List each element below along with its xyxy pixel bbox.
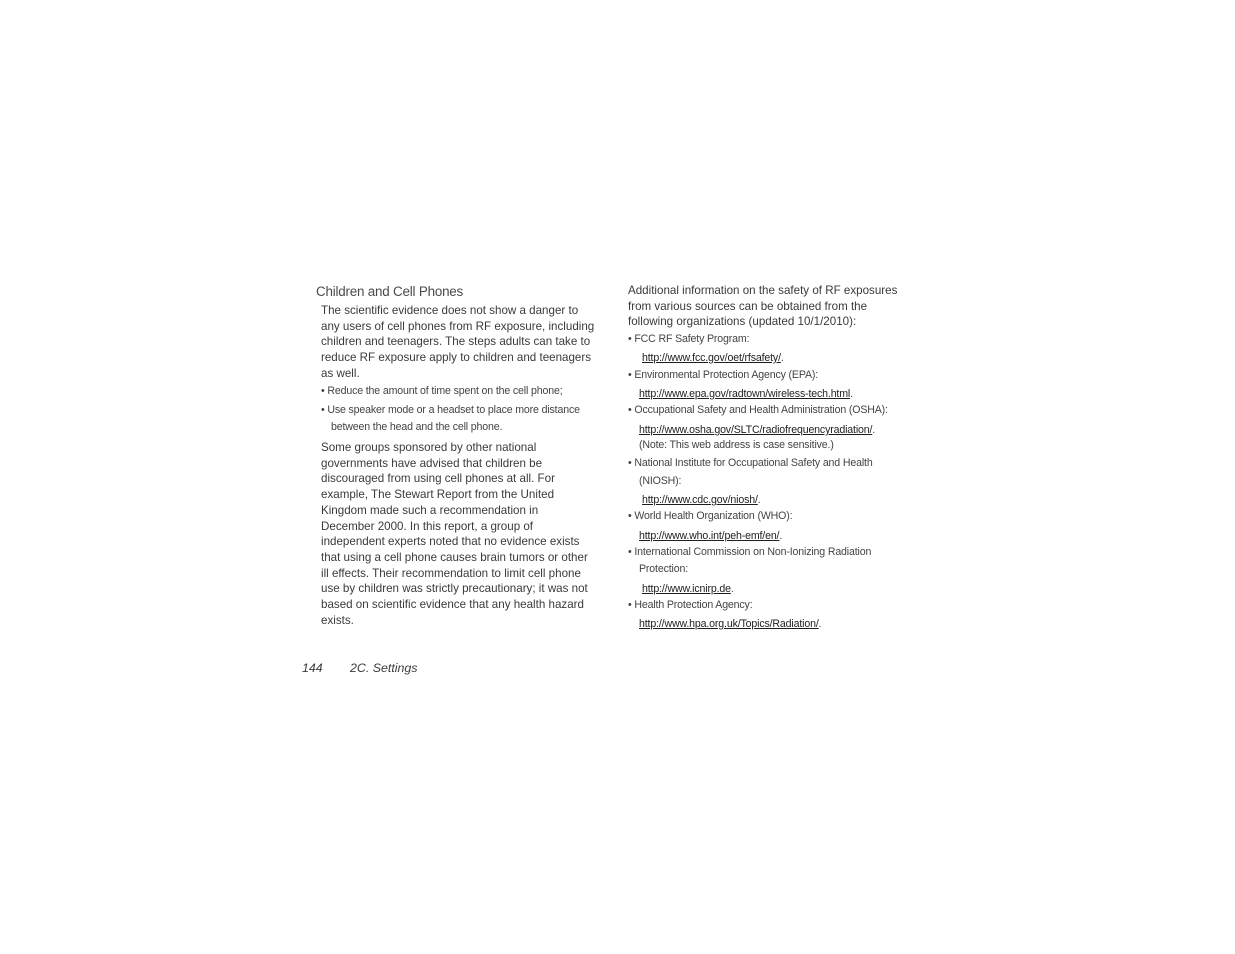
- epa-link[interactable]: http://www.epa.gov/radtown/wireless-tech.html: [639, 388, 851, 400]
- hpa-link[interactable]: http://www.hpa.org.uk/Topics/Radiation/: [639, 618, 819, 630]
- icnirp-link[interactable]: http://www.icnirp.de: [642, 583, 731, 595]
- osha-note: (Note: This web address is case sensitive.): [639, 439, 834, 451]
- who-link[interactable]: http://www.who.int/peh-emf/en/: [639, 530, 780, 542]
- text-line: use by children was strictly precautionary; it was not: [321, 582, 588, 596]
- link-period: .: [730, 583, 734, 595]
- resources-intro: [628, 283, 918, 330]
- org-niosh-label-cont: (NIOSH):: [639, 475, 682, 487]
- org-fcc-link-row: [642, 348, 784, 367]
- link-period: .: [850, 388, 854, 400]
- org-fcc-label: • FCC RF Safety Program:: [628, 333, 750, 345]
- bullet-item: • Reduce the amount of time spent on the cell phone;: [321, 385, 563, 397]
- niosh-link[interactable]: http://www.cdc.gov/niosh/: [642, 494, 758, 506]
- text-line: Some groups sponsored by other national: [321, 441, 537, 454]
- text-line: example, The Stewart Report from the United: [321, 488, 555, 502]
- body-paragraph: [321, 440, 606, 628]
- org-hpa-link-row: [639, 614, 822, 633]
- text-line: based on scientific evidence that any health hazard: [321, 598, 584, 612]
- org-who-link-row: [639, 526, 782, 545]
- text-line: from various sources can be obtained from the: [628, 299, 868, 313]
- text-line: ill effects. Their recommendation to limit cell phone: [321, 566, 581, 580]
- org-who-label: • World Health Organization (WHO):: [628, 510, 793, 522]
- text-line: Additional information on the safety of RF exposures: [628, 284, 898, 297]
- org-osha-label: • Occupational Safety and Health Administration (OSHA):: [628, 404, 888, 416]
- text-line: The scientific evidence does not show a danger to: [321, 304, 579, 317]
- text-line: any users of cell phones from RF exposure, including: [321, 319, 595, 333]
- org-epa-label: • Environmental Protection Agency (EPA):: [628, 369, 819, 381]
- link-period: .: [779, 530, 783, 542]
- bullet-item-continuation: between the head and the cell phone.: [331, 421, 503, 433]
- link-period: .: [780, 352, 784, 364]
- fcc-link[interactable]: http://www.fcc.gov/oet/rfsafety/: [642, 352, 781, 364]
- org-icnirp-label: • International Commission on Non-Ionizing Radiation: [628, 546, 872, 558]
- text-line: reduce RF exposure apply to children and teenagers: [321, 351, 592, 365]
- text-line: discouraged from using cell phones at all. For: [321, 472, 555, 486]
- org-icnirp-link-row: [642, 579, 734, 598]
- text-line: as well.: [321, 366, 360, 380]
- intro-paragraph: [321, 303, 606, 382]
- text-line: following organizations (updated 10/1/2010):: [628, 315, 857, 329]
- text-line: Kingdom made such a recommendation in: [321, 503, 539, 517]
- link-period: .: [757, 494, 761, 506]
- section-heading: Children and Cell Phones: [316, 284, 464, 299]
- text-line: independent experts noted that no evidence exists: [321, 535, 580, 549]
- text-line: children and teenagers. The steps adults can take to: [321, 335, 591, 349]
- section-title: 2C. Settings: [350, 661, 418, 675]
- link-period: .: [872, 424, 876, 436]
- text-line: exists.: [321, 613, 354, 627]
- org-hpa-label: • Health Protection Agency:: [628, 599, 753, 611]
- osha-link[interactable]: http://www.osha.gov/SLTC/radiofrequencyradiation/: [639, 424, 873, 436]
- org-niosh-label: • National Institute for Occupational Safety and Health: [628, 457, 873, 469]
- text-line: December 2000. In this report, a group of: [321, 519, 534, 533]
- org-niosh-link-row: [642, 490, 761, 509]
- page-number: 144: [302, 661, 323, 675]
- text-line: governments have advised that children be: [321, 456, 543, 470]
- bullet-item: • Use speaker mode or a headset to place more distance: [321, 404, 580, 416]
- text-line: that using a cell phone causes brain tumors or other: [321, 550, 588, 564]
- link-period: .: [818, 618, 822, 630]
- org-epa-link-row: [639, 384, 853, 403]
- org-icnirp-label-cont: Protection:: [639, 563, 688, 575]
